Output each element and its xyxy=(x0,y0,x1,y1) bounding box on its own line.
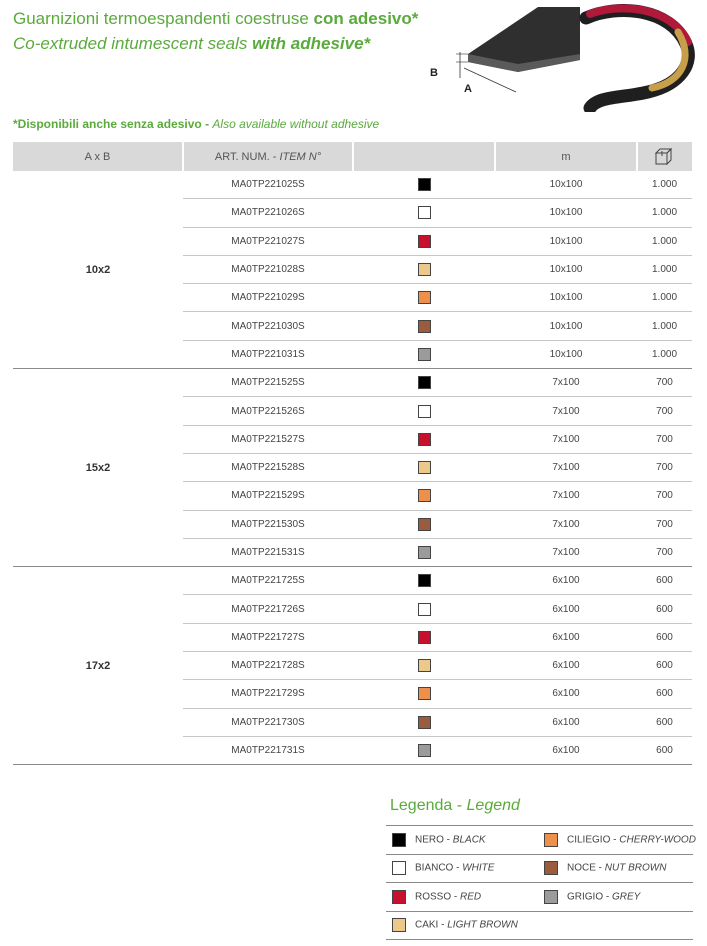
quantity-cell: 1.000 xyxy=(637,227,692,255)
table-body xyxy=(13,171,692,765)
table-header-row xyxy=(13,142,692,171)
item-number-cell: MA0TP221031S xyxy=(183,340,353,368)
item-number-cell: MA0TP221529S xyxy=(183,482,353,510)
seal-dimension-diagram xyxy=(420,2,580,102)
legend-title-italian: Legenda xyxy=(390,797,453,814)
color-swatch xyxy=(418,376,431,389)
color-cell xyxy=(353,482,495,510)
legend-item xyxy=(386,911,538,940)
header-item-number xyxy=(183,142,353,171)
availability-note-separator: - xyxy=(201,117,213,131)
color-swatch xyxy=(418,433,431,446)
meters-cell: 7x100 xyxy=(495,538,637,566)
diagram-label-a: A xyxy=(464,83,472,95)
color-swatch xyxy=(418,574,431,587)
legend-label-italian: NERO xyxy=(415,834,444,846)
color-cell xyxy=(353,510,495,538)
item-number-cell: MA0TP221727S xyxy=(183,623,353,651)
item-number-cell: MA0TP221726S xyxy=(183,595,353,623)
item-number-cell: MA0TP221525S xyxy=(183,369,353,397)
color-swatch xyxy=(418,546,431,559)
quantity-cell: 600 xyxy=(637,652,692,680)
page-header xyxy=(13,7,418,57)
legend-separator: - xyxy=(453,862,463,874)
color-cell xyxy=(353,199,495,227)
color-swatch xyxy=(418,291,431,304)
legend-item xyxy=(538,854,693,883)
table-row xyxy=(13,369,692,397)
legend-row xyxy=(386,883,693,912)
quantity-cell: 700 xyxy=(637,425,692,453)
box-icon xyxy=(654,148,676,166)
meters-cell: 10x100 xyxy=(495,255,637,283)
item-number-cell: MA0TP221025S xyxy=(183,171,353,199)
legend-swatch xyxy=(392,918,406,932)
color-swatch xyxy=(418,659,431,672)
legend-title-english: Legend xyxy=(466,797,520,814)
header-color xyxy=(353,142,495,171)
color-swatch xyxy=(418,178,431,191)
legend-item xyxy=(538,883,693,912)
color-swatch xyxy=(418,348,431,361)
color-cell xyxy=(353,736,495,764)
color-swatch xyxy=(418,461,431,474)
color-cell xyxy=(353,171,495,199)
legend-label-italian: BIANCO xyxy=(415,862,454,874)
title-english-regular: Co-extruded intumescent seals xyxy=(13,34,248,53)
quantity-cell: 600 xyxy=(637,680,692,708)
color-cell xyxy=(353,255,495,283)
item-number-cell: MA0TP221725S xyxy=(183,567,353,595)
legend-label-english: CHERRY-WOOD xyxy=(619,834,696,846)
quantity-cell: 600 xyxy=(637,623,692,651)
product-table xyxy=(13,142,692,765)
color-swatch xyxy=(418,320,431,333)
item-number-cell: MA0TP221728S xyxy=(183,652,353,680)
quantity-cell: 700 xyxy=(637,369,692,397)
item-number-cell: MA0TP221730S xyxy=(183,708,353,736)
color-cell xyxy=(353,397,495,425)
legend-item xyxy=(386,826,538,855)
legend-label-english: WHITE xyxy=(462,862,495,874)
availability-note-english: Also available without adhesive xyxy=(212,117,380,131)
legend-label-english: RED xyxy=(460,891,482,903)
quantity-cell: 1.000 xyxy=(637,255,692,283)
legend-label-italian: CILIEGIO xyxy=(567,834,611,846)
legend-row xyxy=(386,854,693,883)
legend-label-english: NUT BROWN xyxy=(604,862,667,874)
meters-cell: 6x100 xyxy=(495,623,637,651)
color-cell xyxy=(353,227,495,255)
title-italian xyxy=(13,7,418,31)
legend-label-italian: GRIGIO xyxy=(567,891,604,903)
quantity-cell: 600 xyxy=(637,736,692,764)
item-number-cell: MA0TP221729S xyxy=(183,680,353,708)
color-swatch xyxy=(418,631,431,644)
color-swatch xyxy=(418,206,431,219)
meters-cell: 6x100 xyxy=(495,736,637,764)
seal-roll-photo xyxy=(578,4,696,112)
meters-cell: 10x100 xyxy=(495,340,637,368)
color-cell xyxy=(353,680,495,708)
quantity-cell: 700 xyxy=(637,510,692,538)
meters-cell: 6x100 xyxy=(495,567,637,595)
quantity-cell: 700 xyxy=(637,397,692,425)
legend-label-english: GREY xyxy=(612,891,641,903)
dimension-cell: 17x2 xyxy=(13,567,183,765)
legend-item xyxy=(386,854,538,883)
legend-separator: - xyxy=(595,862,605,874)
table-row xyxy=(13,567,692,595)
item-number-cell: MA0TP221027S xyxy=(183,227,353,255)
legend-label-italian: CAKI xyxy=(415,919,439,931)
color-swatch xyxy=(418,489,431,502)
title-italian-bold: con adesivo* xyxy=(313,9,419,28)
color-cell xyxy=(353,425,495,453)
meters-cell: 6x100 xyxy=(495,652,637,680)
seal-roll-red xyxy=(590,8,688,42)
color-cell xyxy=(353,340,495,368)
meters-cell: 7x100 xyxy=(495,369,637,397)
legend-item xyxy=(386,883,538,912)
item-number-cell: MA0TP221530S xyxy=(183,510,353,538)
legend-body xyxy=(386,826,696,940)
legend-swatch xyxy=(544,890,558,904)
color-swatch xyxy=(418,603,431,616)
legend-separator: - xyxy=(443,834,453,846)
meters-cell: 7x100 xyxy=(495,425,637,453)
quantity-cell: 1.000 xyxy=(637,340,692,368)
meters-cell: 10x100 xyxy=(495,227,637,255)
color-cell xyxy=(353,538,495,566)
color-cell xyxy=(353,567,495,595)
color-cell xyxy=(353,453,495,481)
item-number-cell: MA0TP221528S xyxy=(183,453,353,481)
quantity-cell: 700 xyxy=(637,453,692,481)
legend-swatch xyxy=(392,861,406,875)
legend-table xyxy=(386,825,696,940)
meters-cell: 7x100 xyxy=(495,453,637,481)
meters-cell: 10x100 xyxy=(495,171,637,199)
meters-cell: 10x100 xyxy=(495,199,637,227)
color-swatch xyxy=(418,687,431,700)
legend-title xyxy=(390,797,520,815)
availability-note-italian: *Disponibili anche senza adesivo xyxy=(13,117,202,131)
header-item-number-italian: ART. NUM. - xyxy=(214,150,280,163)
color-swatch xyxy=(418,235,431,248)
legend-swatch xyxy=(392,890,406,904)
quantity-cell: 600 xyxy=(637,567,692,595)
meters-cell: 6x100 xyxy=(495,708,637,736)
title-italian-regular: Guarnizioni termoespandenti coestruse xyxy=(13,9,309,28)
legend-label-italian: NOCE xyxy=(567,862,596,874)
item-number-cell: MA0TP221029S xyxy=(183,284,353,312)
legend-separator: - xyxy=(451,891,461,903)
availability-note xyxy=(13,117,379,131)
header-item-number-english: ITEM N° xyxy=(279,150,322,163)
color-swatch xyxy=(418,716,431,729)
legend-title-separator: - xyxy=(452,797,467,814)
table-row xyxy=(13,171,692,199)
quantity-cell: 1.000 xyxy=(637,171,692,199)
header-dimension: A x B xyxy=(13,142,183,171)
diagram-label-b: B xyxy=(430,67,438,79)
color-cell xyxy=(353,369,495,397)
legend-swatch xyxy=(392,833,406,847)
meters-cell: 10x100 xyxy=(495,312,637,340)
meters-cell: 7x100 xyxy=(495,482,637,510)
item-number-cell: MA0TP221028S xyxy=(183,255,353,283)
color-cell xyxy=(353,312,495,340)
meters-cell: 6x100 xyxy=(495,680,637,708)
header-box xyxy=(637,142,692,171)
color-cell xyxy=(353,623,495,651)
legend-item xyxy=(538,826,696,855)
meters-cell: 7x100 xyxy=(495,397,637,425)
color-cell xyxy=(353,708,495,736)
color-cell xyxy=(353,284,495,312)
legend-item xyxy=(538,911,693,940)
meters-cell: 6x100 xyxy=(495,595,637,623)
legend-separator: - xyxy=(610,834,620,846)
legend-separator: - xyxy=(603,891,613,903)
dimension-cell: 15x2 xyxy=(13,369,183,567)
item-number-cell: MA0TP221030S xyxy=(183,312,353,340)
legend-row xyxy=(386,826,693,855)
color-swatch xyxy=(418,263,431,276)
quantity-cell: 1.000 xyxy=(637,199,692,227)
legend-row xyxy=(386,911,693,940)
meters-cell: 7x100 xyxy=(495,510,637,538)
quantity-cell: 700 xyxy=(637,538,692,566)
item-number-cell: MA0TP221731S xyxy=(183,736,353,764)
legend-swatch xyxy=(544,833,558,847)
quantity-cell: 600 xyxy=(637,595,692,623)
title-english xyxy=(13,31,418,57)
color-swatch xyxy=(418,518,431,531)
dimension-cell: 10x2 xyxy=(13,171,183,369)
title-english-bold: with adhesive* xyxy=(252,34,371,53)
item-number-cell: MA0TP221527S xyxy=(183,425,353,453)
meters-cell: 10x100 xyxy=(495,284,637,312)
legend-separator: - xyxy=(438,919,448,931)
color-swatch xyxy=(418,744,431,757)
quantity-cell: 700 xyxy=(637,482,692,510)
item-number-cell: MA0TP221026S xyxy=(183,199,353,227)
color-swatch xyxy=(418,405,431,418)
legend-label-english: LIGHT BROWN xyxy=(447,919,518,931)
quantity-cell: 600 xyxy=(637,708,692,736)
legend-label-english: BLACK xyxy=(452,834,486,846)
quantity-cell: 1.000 xyxy=(637,312,692,340)
color-cell xyxy=(353,652,495,680)
item-number-cell: MA0TP221526S xyxy=(183,397,353,425)
item-number-cell: MA0TP221531S xyxy=(183,538,353,566)
legend-label-italian: ROSSO xyxy=(415,891,452,903)
quantity-cell: 1.000 xyxy=(637,284,692,312)
legend-swatch xyxy=(544,861,558,875)
header-meters: m xyxy=(495,142,637,171)
color-cell xyxy=(353,595,495,623)
